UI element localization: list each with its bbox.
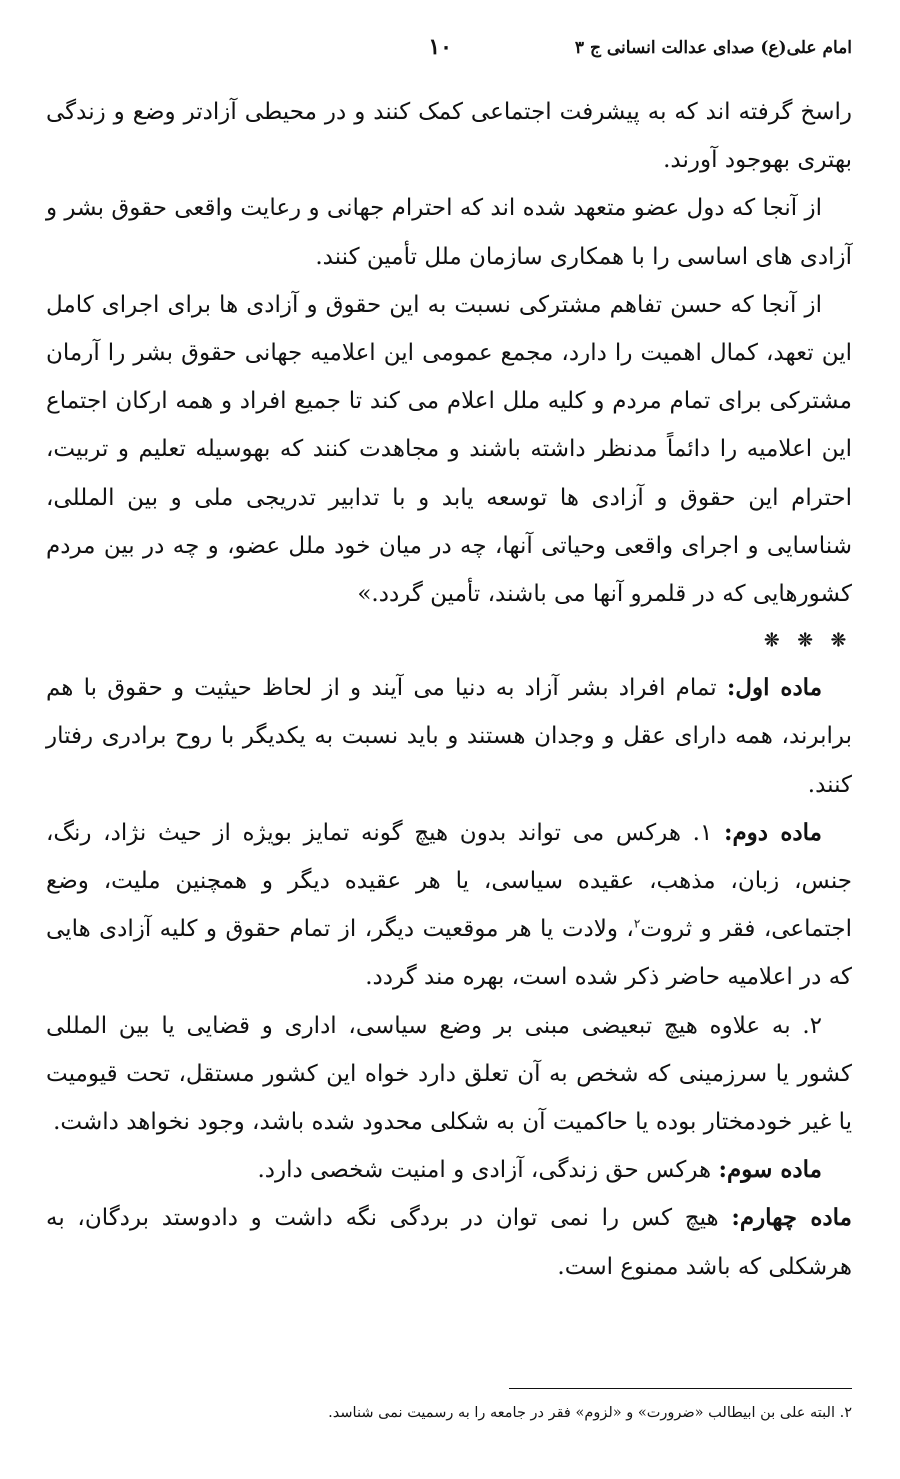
article-3-label: ماده سوم: xyxy=(718,1156,822,1184)
paragraph-proclamation: از آنجا که حسن تفاهم مشترکی نسبت به این حقوق و آزادی ها برای اجرای کامل این تعهد، کمال اهمیت را دارد، مجمع عمومی این اعلامیه جهانی حقوق بشر را آرمان مشترکی برای تمام مردم و کلیه ملل اعلام می کند تا جمیع افراد و همه ارکان اجتماع این اعلامیه را دائماً مدنظر داشته باشند و مجاهدت کنند که بهوسیله تعلیم و تربیت، احترام این حقوق و آزادی ها توسعه یابد و با تدابیر تدریجی ملی و بین المللی، شناسایی و اجرای واقعی وحیاتی آنها، چه در میان خود ملل عضو، و چه در بین مردم کشورهایی که در قلمرو آنها می باشند، تأمین گردد.» xyxy=(46,291,852,608)
section-separator: ❊ ❊ ❊ xyxy=(764,630,852,652)
article-2 xyxy=(46,809,852,1002)
running-title: امام علی(ع) صدای عدالت انسانی ج ۳ xyxy=(574,38,852,58)
article-1-text: تمام افراد بشر آزاد به دنیا می آیند و از لحاظ حیثیت و حقوق با هم برابرند، همه دارای عقل و وجدان هستند و باید نسبت به یکدیگر با روح برادری رفتار کنند. xyxy=(46,675,852,798)
article-3 xyxy=(46,1146,852,1194)
article-2-label: ماده دوم: xyxy=(723,818,822,846)
page-header xyxy=(48,34,852,72)
article-1-label: ماده اول: xyxy=(726,674,823,702)
page-number: ۱۰ xyxy=(428,34,452,60)
footnote-divider xyxy=(509,1388,852,1389)
article-4-label: ماده چهارم: xyxy=(731,1204,852,1232)
paragraph-member-states: از آنجا که دول عضو متعهد شده اند که احترام جهانی و رعایت واقعی حقوق بشر و آزادی های اساسی را با همکاری سازمان ملل تأمین کنند. xyxy=(46,195,852,270)
footnote-reference[interactable]: ۲ xyxy=(633,916,641,931)
article-4-text: هیچ کس را نمی توان در بردگی نگه داشت و دادوستد بردگان، به هرشکلی که باشد ممنوع است. xyxy=(46,1205,852,1280)
article-2-text-a: ۱. هرکس می تواند بدون هیچ گونه تمایز بویژه از حیث نژاد، رنگ، جنس، زبان، مذهب، عقیده سیاسی، یا هر عقیده دیگر و همچنین ملیت، وضع اجتماعی، فقر و ثروت xyxy=(46,819,852,943)
article-2-item-2: ۲. به علاوه هیچ تبعیضی مبنی بر وضع سیاسی، اداری و قضایی یا بین المللی کشور یا سرزمینی که شخص به آن تعلق دارد خواه این کشور مستقل، تحت قیومیت یا غیر خودمختار بوده یا حاکمیت آن به شکلی محدود شده باشد، وجود نخواهد داشت. xyxy=(46,1012,852,1136)
article-4 xyxy=(46,1194,852,1290)
article-1 xyxy=(46,664,852,809)
article-2-text-b: ، ولادت یا هر موقعیت دیگر، از تمام حقوق و کلیه آزادی هایی که در اعلامیه حاضر ذکر شده است، بهره مند گردد. xyxy=(46,916,852,991)
footnote: ۲. البته علی بن ابیطالب «ضرورت» و «لزوم» فقر در جامعه را به رسمیت نمی شناسد. xyxy=(328,1405,852,1421)
main-text xyxy=(46,88,852,1291)
paragraph-continuation: راسخ گرفته اند که به پیشرفت اجتماعی کمک کنند و در محیطی آزادتر وضع و زندگی بهتری بهوجود آورند. xyxy=(46,99,852,174)
article-3-text: هرکس حق زندگی، آزادی و امنیت شخصی دارد. xyxy=(257,1157,712,1184)
